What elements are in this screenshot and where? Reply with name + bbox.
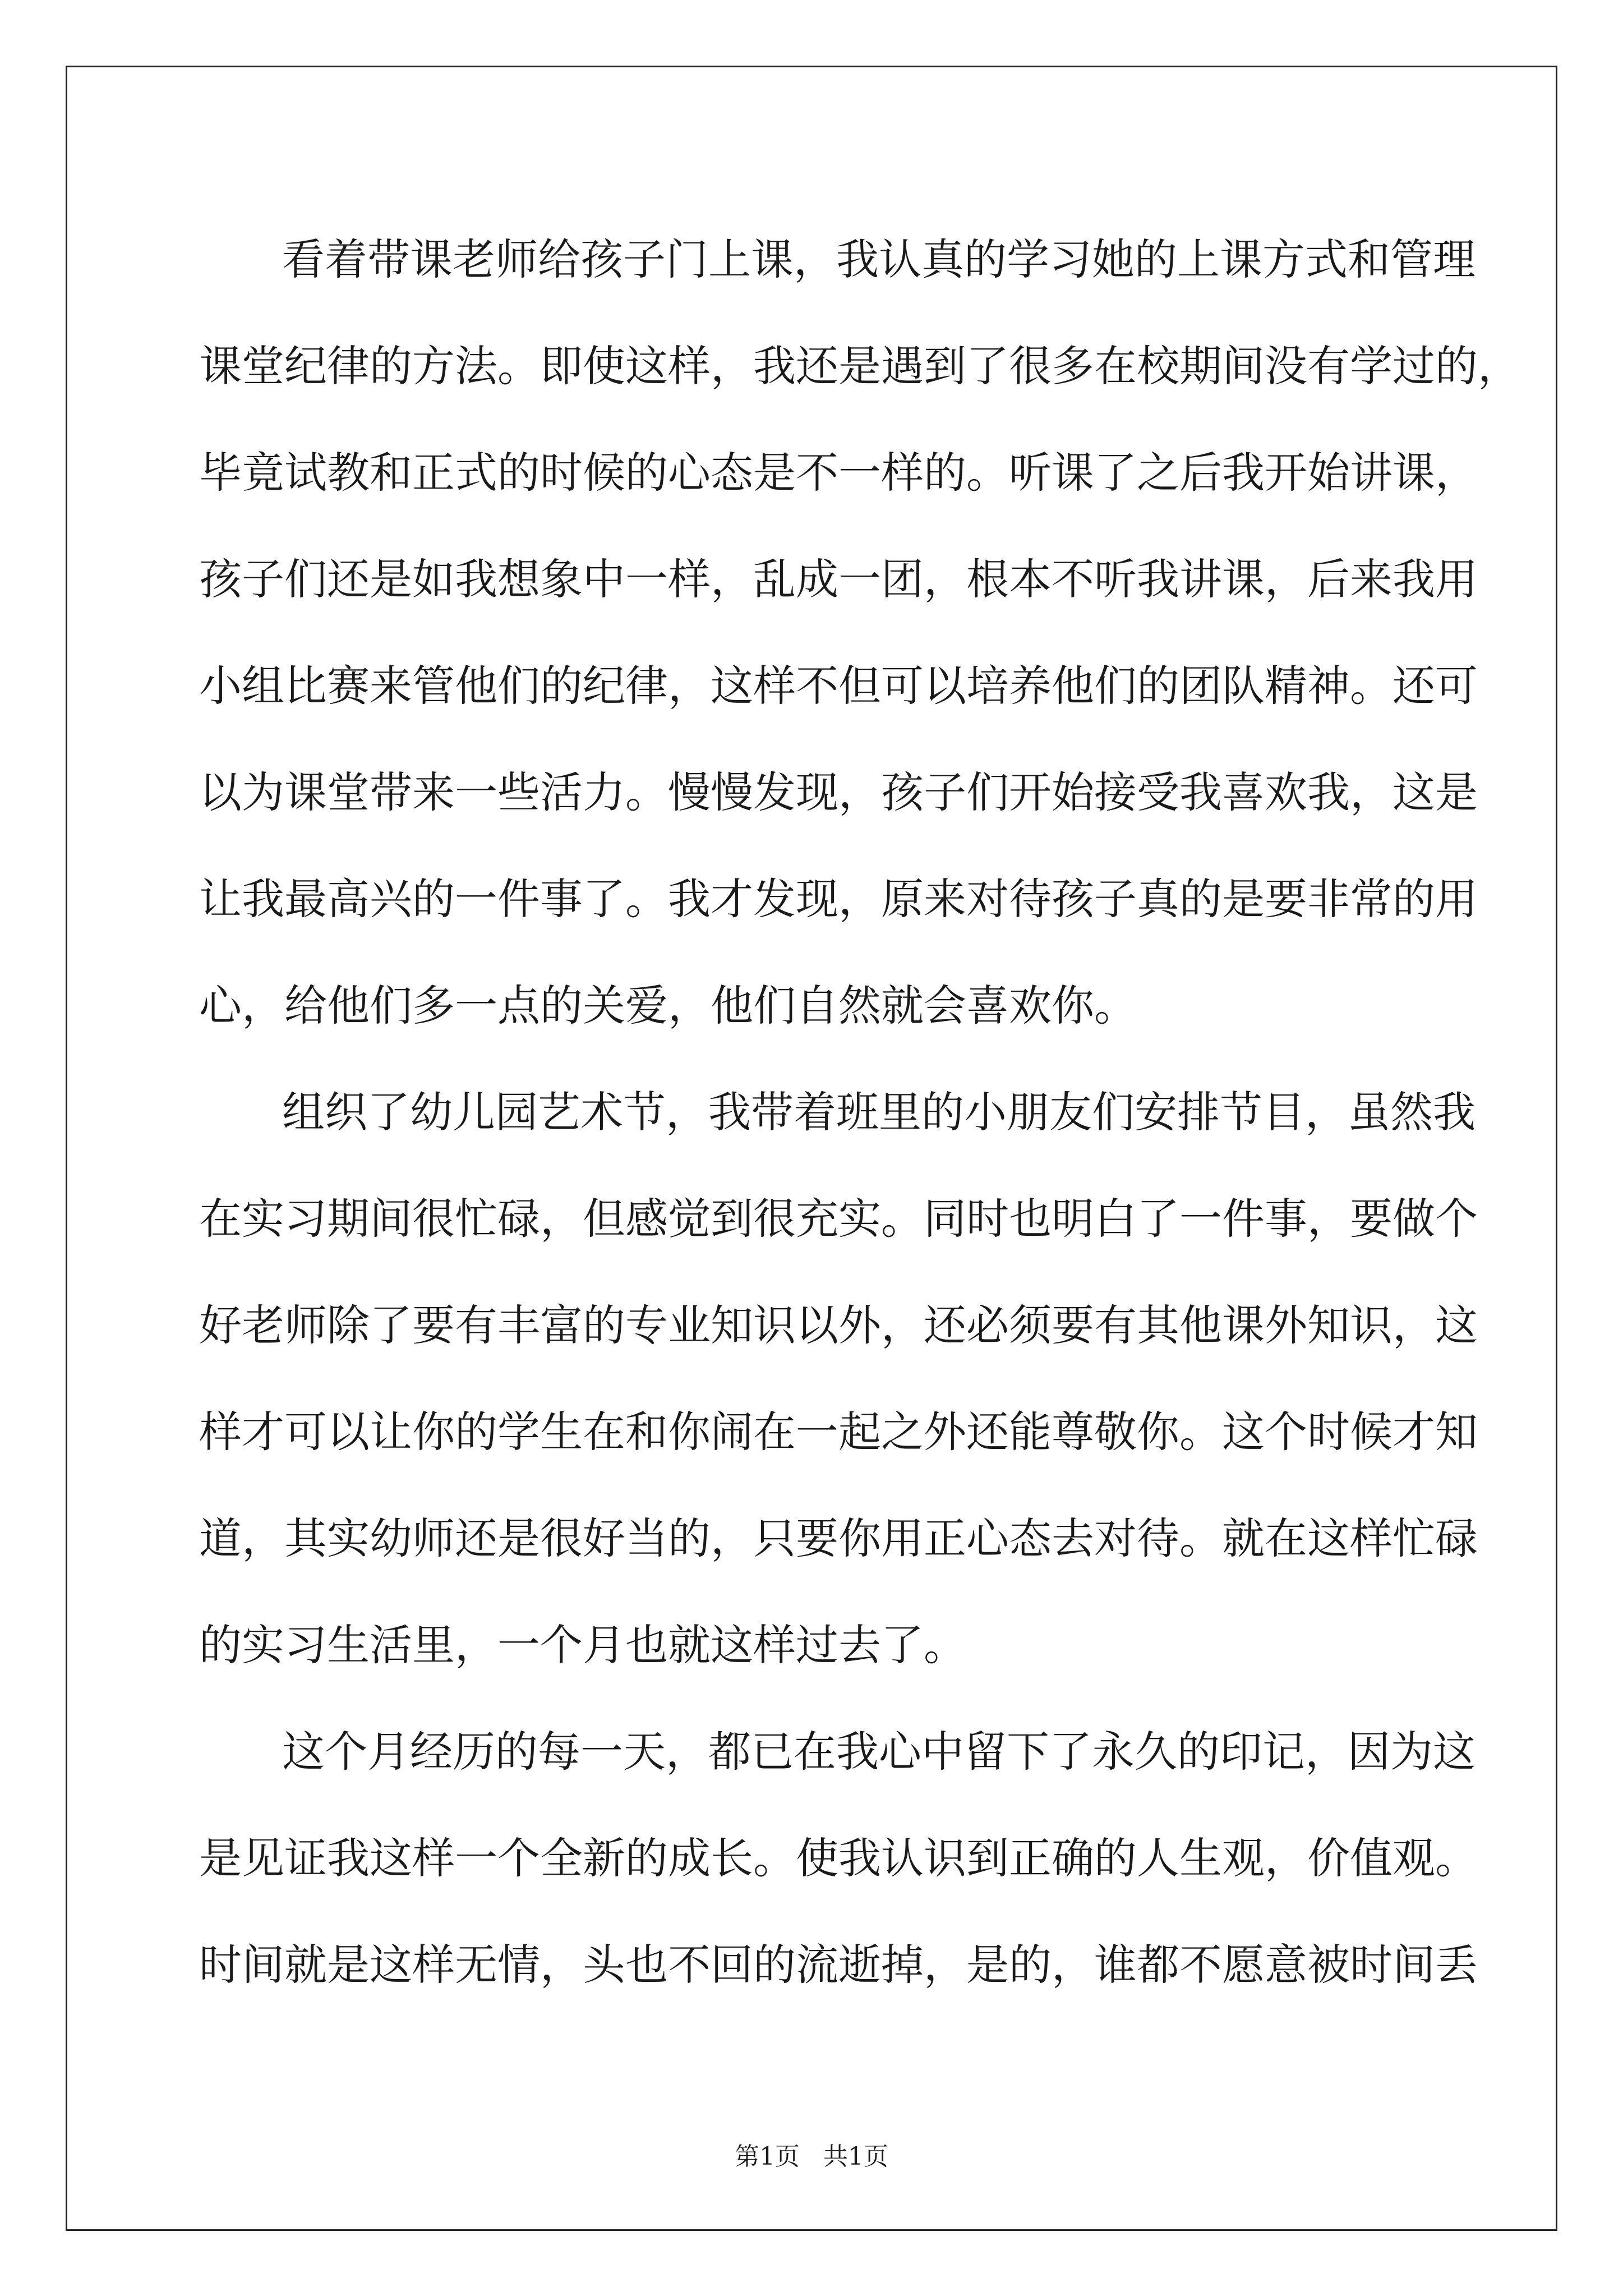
document-body <box>199 206 1520 2018</box>
text-line: 组织了幼儿园艺术节，我带着班里的小朋友们安排节目，虽然我 <box>282 1087 1476 1137</box>
text-line: 的实习生活里，一个月也就这样过去了。 <box>199 1620 966 1670</box>
text-line: 看着带课老师给孩子门上课，我认真的学习她的上课方式和管理 <box>282 234 1476 284</box>
text-line: 道，其实幼师还是很好当的，只要你用正心态去对待。就在这样忙碌 <box>199 1513 1478 1563</box>
text-line: 课堂纪律的方法。即使这样，我还是遇到了很多在校期间没有学过的， <box>199 341 1520 391</box>
text-line: 孩子们还是如我想象中一样，乱成一团，根本不听我讲课，后来我用 <box>199 554 1478 604</box>
page-footer: 第1页 共1页 <box>735 2142 888 2171</box>
text-line: 以为课堂带来一些活力。慢慢发现，孩子们开始接受我喜欢我，这是 <box>199 767 1478 817</box>
text-line: 是见证我这样一个全新的成长。使我认识到正确的人生观，价值观。 <box>199 1833 1478 1883</box>
text-line: 时间就是这样无情，头也不回的流逝掉，是的，谁都不愿意被时间丢 <box>199 1940 1478 1990</box>
text-line: 在实习期间很忙碌，但感觉到很充实。同时也明白了一件事，要做个 <box>199 1194 1478 1244</box>
text-line: 这个月经历的每一天，都已在我心中留下了永久的印记，因为这 <box>282 1727 1476 1777</box>
text-line: 小组比赛来管他们的纪律，这样不但可以培养他们的团队精神。还可 <box>199 661 1478 711</box>
text-line: 让我最高兴的一件事了。我才发现，原来对待孩子真的是要非常的用 <box>199 874 1478 924</box>
text-line: 毕竟试教和正式的时候的心态是不一样的。听课了之后我开始讲课， <box>199 448 1478 498</box>
text-line: 心，给他们多一点的关爱，他们自然就会喜欢你。 <box>199 981 1137 1030</box>
text-line: 好老师除了要有丰富的专业知识以外，还必须要有其他课外知识，这 <box>199 1300 1478 1350</box>
text-line: 样才可以让你的学生在和你闹在一起之外还能尊敬你。这个时候才知 <box>199 1407 1478 1457</box>
